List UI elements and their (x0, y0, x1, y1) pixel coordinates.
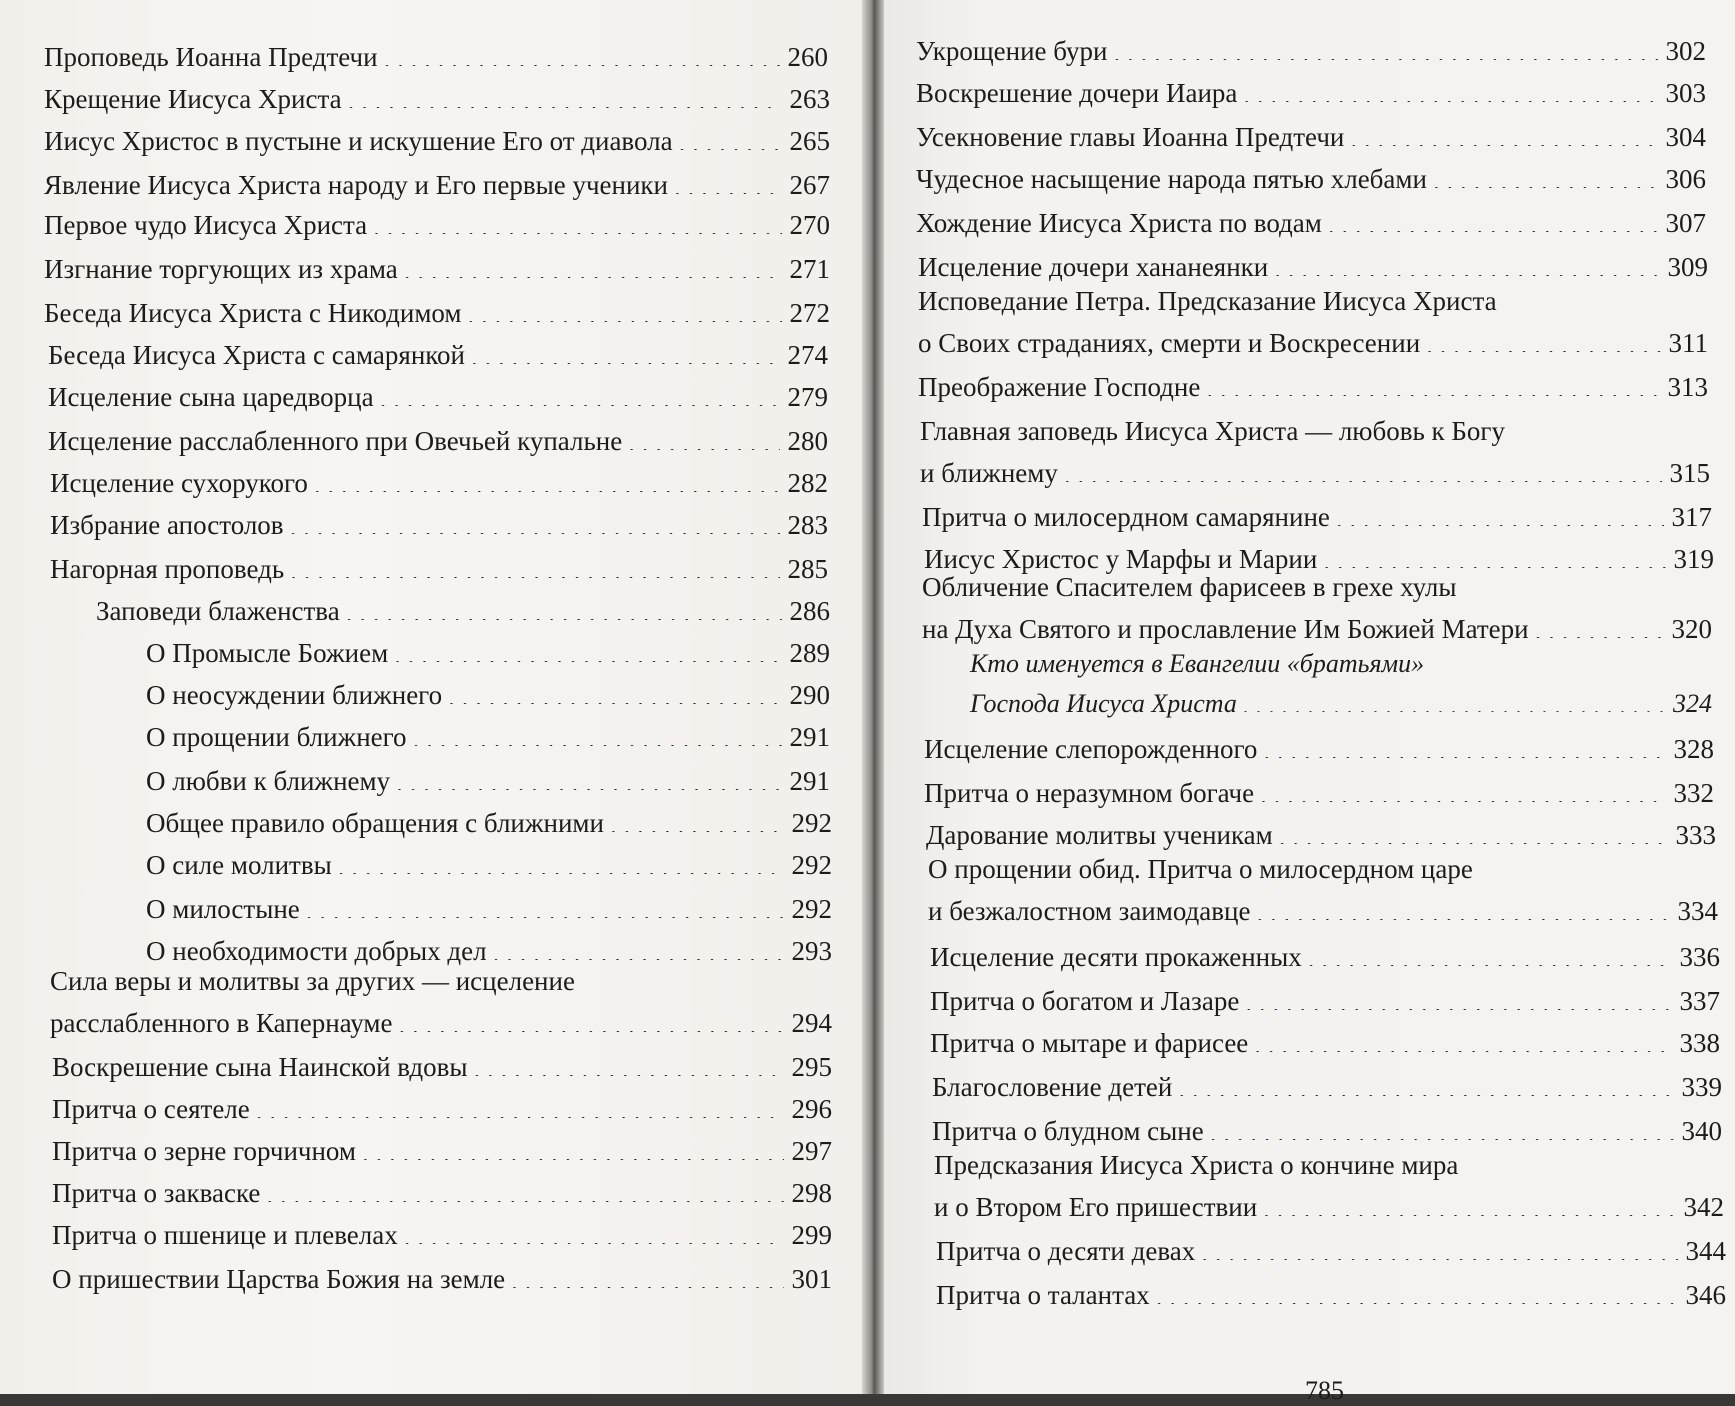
toc-entry-title: О пришествии Царства Божия на земле (52, 1264, 506, 1294)
toc-entry-title: Дарование молитвы ученикам (926, 820, 1273, 850)
toc-entry (916, 159, 1706, 201)
toc-entry-title: Благословение детей (932, 1072, 1173, 1102)
toc-entry-title-first-line: Кто именуется в Евангелии «братьями» (970, 648, 1425, 678)
toc-entry-title: Господа Иисуса Христа (970, 688, 1237, 718)
toc-entry-page: 270 (789, 210, 830, 240)
toc-entry-page: 328 (1673, 734, 1714, 764)
toc-entry-title: Укрощение бури (916, 36, 1108, 66)
toc-entry (50, 549, 828, 591)
toc-entry-title: Притча о десяти девах (936, 1236, 1196, 1266)
toc-entry (96, 591, 830, 633)
toc-entry (48, 421, 828, 463)
toc-entry-page: 301 (791, 1264, 832, 1294)
dot-leader (1156, 1277, 1678, 1304)
dot-leader (256, 1091, 784, 1118)
toc-entry-title: О милостыне (146, 894, 300, 924)
toc-entry (50, 961, 832, 1045)
toc-entry-title: О Промысле Божием (146, 638, 389, 668)
toc-entry-page: 303 (1665, 78, 1706, 108)
toc-entry-page: 285 (787, 554, 828, 584)
toc-entry-page: 263 (789, 84, 830, 114)
dot-leader (290, 551, 779, 578)
toc-entry (930, 1023, 1720, 1065)
dot-leader (1260, 775, 1665, 802)
toc-entry-page: 313 (1667, 372, 1708, 402)
toc-entry (44, 293, 830, 335)
dot-leader (493, 933, 784, 960)
toc-entry-title: Избрание апостолов (50, 510, 284, 540)
toc-entry (146, 803, 832, 845)
toc-entry (48, 377, 828, 419)
toc-entry-page: 290 (789, 680, 830, 710)
toc-entry-title-first-line: О прощении обид. Притча о милосердном царе (928, 854, 1473, 885)
dot-leader (471, 337, 780, 364)
toc-entry-title: О прощении ближнего (146, 722, 407, 752)
toc-entry (928, 849, 1718, 933)
book-gutter (862, 0, 884, 1394)
toc-entry-page: 293 (791, 936, 832, 966)
dot-leader (1243, 75, 1657, 102)
toc-entry-page: 317 (1671, 502, 1712, 532)
toc-entry-title: Притча о пшенице и плевелах (52, 1220, 398, 1250)
toc-entry-page: 292 (791, 894, 832, 924)
toc-entry-page: 336 (1679, 942, 1720, 972)
toc-entry (52, 1215, 832, 1257)
toc-entry (970, 644, 1712, 725)
toc-entry (146, 717, 830, 759)
toc-entry-title: и безжалостном заимодавце (928, 895, 1251, 926)
dot-leader (1245, 983, 1671, 1010)
toc-entry (52, 1173, 832, 1215)
toc-entry-page: 337 (1679, 986, 1720, 1016)
toc-entry-title: Притча о блудном сыне (932, 1116, 1204, 1146)
toc-entry-title: О неосуждении ближнего (146, 680, 443, 710)
toc-entry-title: расслабленного в Капернауме (50, 1007, 393, 1038)
toc-entry (916, 117, 1706, 159)
toc-entry-title: Исцеление расслабленного при Овечьей купальне (48, 426, 623, 456)
dot-leader (306, 891, 784, 918)
toc-entry-page: 267 (789, 170, 830, 200)
left-page (0, 0, 868, 1394)
toc-entry (44, 79, 830, 121)
toc-entry (922, 567, 1712, 651)
toc-entry (52, 1089, 832, 1131)
toc-entry (922, 497, 1712, 539)
toc-entry-title: о Своих страданиях, смерти и Воскресении (918, 327, 1421, 358)
toc-entry (146, 845, 832, 887)
toc-entry (936, 1275, 1726, 1317)
toc-entry-title: Беседа Иисуса Христа с Никодимом (44, 298, 462, 328)
toc-entry (924, 729, 1714, 771)
dot-leader (384, 39, 780, 66)
toc-entry-title: Исцеление дочери хананеянки (918, 252, 1269, 282)
dot-leader (404, 251, 782, 278)
toc-entry-page: 295 (791, 1052, 832, 1082)
toc-entry-page: 292 (791, 850, 832, 880)
toc-entry-page: 333 (1675, 820, 1716, 850)
toc-entry (930, 981, 1720, 1023)
dot-leader (1256, 893, 1669, 920)
toc-entry-page: 280 (787, 426, 828, 456)
toc-entry-page: 289 (789, 638, 830, 668)
dot-leader (679, 123, 782, 150)
toc-entry-title: Крещение Иисуса Христа (44, 84, 342, 114)
dot-leader (1263, 731, 1665, 758)
dot-leader (348, 81, 782, 108)
dot-leader (266, 1175, 783, 1202)
toc-entry-title: Усекновение главы Иоанна Предтечи (916, 122, 1345, 152)
dot-leader (1535, 611, 1664, 638)
dot-leader (1206, 369, 1659, 396)
toc-entry (44, 205, 830, 247)
toc-entry-page: 292 (791, 808, 832, 838)
toc-entry (930, 937, 1720, 979)
toc-entry-title: Воскрешение сына Наинской вдовы (52, 1052, 468, 1082)
toc-entry (146, 675, 830, 717)
toc-entry-page: 309 (1667, 252, 1708, 282)
dot-leader (380, 379, 780, 406)
dot-leader (610, 805, 784, 832)
toc-entry-title: Явление Иисуса Христа народу и Его первые ученики (44, 170, 668, 200)
dot-leader (468, 295, 782, 322)
toc-entry-title: Чудесное насыщение народа пятью хлебами (916, 164, 1427, 194)
dot-leader (394, 635, 781, 662)
dot-leader (314, 465, 780, 492)
toc-entry-page: 298 (791, 1178, 832, 1208)
toc-entry-title-first-line: Сила веры и молитвы за других — исцеление (50, 966, 575, 997)
toc-entry-page: 346 (1685, 1280, 1726, 1310)
toc-entry-page: 302 (1665, 36, 1706, 66)
toc-entry-page: 282 (787, 468, 828, 498)
toc-entry (52, 1047, 832, 1089)
dot-leader (1350, 119, 1657, 146)
toc-entry (916, 31, 1706, 73)
dot-leader (1426, 325, 1660, 352)
toc-entry-title: Иисус Христос у Марфы и Марии (924, 544, 1318, 574)
toc-entry-title: Притча о закваске (52, 1178, 261, 1208)
toc-entry-page: 294 (791, 1007, 832, 1038)
toc-entry-page: 338 (1679, 1028, 1720, 1058)
toc-entry (924, 773, 1714, 815)
dot-leader (1328, 205, 1658, 232)
toc-entry-title: и о Втором Его пришествии (934, 1191, 1258, 1222)
toc-entry (50, 505, 828, 547)
toc-entry-page: 324 (1673, 688, 1712, 718)
dot-leader (346, 593, 782, 620)
toc-entry-page: 271 (789, 254, 830, 284)
toc-entry (936, 1231, 1726, 1273)
toc-entry-title: Проповедь Иоанна Предтечи (44, 42, 378, 72)
dot-leader (362, 1133, 783, 1160)
toc-entry-page: 315 (1669, 457, 1710, 488)
toc-entry-title: О любви к ближнему (146, 766, 391, 796)
dot-leader (1201, 1233, 1677, 1260)
toc-entry-title: Притча о сеятеле (52, 1094, 250, 1124)
toc-entry-title: Притча о зерне горчичном (52, 1136, 357, 1166)
toc-entry-page: 306 (1665, 164, 1706, 194)
toc-entry-page: 279 (787, 382, 828, 412)
toc-entry (146, 761, 830, 803)
dot-leader (290, 507, 780, 534)
toc-entry-page: 296 (791, 1094, 832, 1124)
toc-entry-page: 307 (1665, 208, 1706, 238)
dot-leader (413, 719, 782, 746)
toc-entry-title: Исцеление слепорожденного (924, 734, 1258, 764)
toc-entry-title: Исцеление сына царедворца (48, 382, 374, 412)
dot-leader (1308, 939, 1672, 966)
toc-entry-title: О силе молитвы (146, 850, 332, 880)
dot-leader (511, 1261, 783, 1288)
dot-leader (1336, 499, 1664, 526)
dot-leader (1274, 249, 1659, 276)
toc-entry (44, 37, 828, 79)
toc-entry-title: и ближнему (920, 457, 1058, 488)
dot-leader (1243, 686, 1665, 712)
right-page (880, 0, 1735, 1394)
toc-entry-page: 311 (1668, 327, 1708, 358)
toc-entry-title: Иисус Христос в пустыне и искушение Его от диавола (44, 126, 673, 156)
dot-leader (1113, 33, 1657, 60)
toc-entry (52, 1259, 832, 1301)
toc-entry (918, 281, 1708, 365)
toc-entry-page: 339 (1681, 1072, 1722, 1102)
page-number: 785 (1305, 1376, 1344, 1405)
dot-leader (373, 207, 781, 234)
toc-entry (934, 1145, 1724, 1229)
dot-leader (628, 423, 779, 450)
dot-leader (1263, 1189, 1675, 1216)
toc-entry-title: Притча о милосердном самарянине (922, 502, 1330, 532)
toc-entry-title: Исцеление десяти прокаженных (930, 942, 1302, 972)
toc-entry-page: 291 (789, 766, 830, 796)
dot-leader (448, 677, 781, 704)
toc-entry-page: 334 (1677, 895, 1718, 926)
toc-entry (50, 463, 828, 505)
toc-entry-page: 342 (1683, 1191, 1724, 1222)
dot-leader (1254, 1025, 1671, 1052)
toc-entry (918, 367, 1708, 409)
toc-entry-title: Нагорная проповедь (50, 554, 285, 584)
toc-entry-title: Воскрешение дочери Иаира (916, 78, 1238, 108)
toc-entry (146, 889, 832, 931)
toc-entry-title: на Духа Святого и прославление Им Божией Матери (922, 613, 1529, 644)
toc-entry-page: 304 (1665, 122, 1706, 152)
toc-entry-page: 265 (789, 126, 830, 156)
toc-entry-title: Беседа Иисуса Христа с самарянкой (48, 340, 465, 370)
toc-entry (916, 203, 1706, 245)
dot-leader (398, 1005, 783, 1032)
toc-entry-page: 286 (789, 596, 830, 626)
toc-entry-page: 320 (1671, 613, 1712, 644)
toc-entry-page: 272 (789, 298, 830, 328)
toc-entry-title-first-line: Обличение Спасителем фарисеев в грехе хулы (922, 572, 1457, 603)
toc-entry-page: 283 (787, 510, 828, 540)
toc-entry-title-first-line: Главная заповедь Иисуса Христа — любовь к Богу (920, 416, 1505, 447)
toc-entry (916, 73, 1706, 115)
dot-leader (1210, 1113, 1674, 1140)
dot-leader (396, 763, 781, 790)
toc-entry-title: Изгнание торгующих из храма (44, 254, 398, 284)
toc-entry (48, 335, 828, 377)
toc-entry-page: 274 (787, 340, 828, 370)
dot-leader (1433, 161, 1658, 188)
toc-entry-page: 319 (1673, 544, 1714, 574)
toc-entry-title: Хождение Иисуса Христа по водам (916, 208, 1322, 238)
toc-entry (52, 1131, 832, 1173)
toc-entry-title: Притча о богатом и Лазаре (930, 986, 1240, 1016)
toc-entry-title: О необходимости добрых дел (146, 936, 487, 966)
toc-entry (44, 249, 830, 291)
toc-entry-page: 299 (791, 1220, 832, 1250)
toc-entry-page: 332 (1673, 778, 1714, 808)
dot-leader (338, 847, 784, 874)
toc-entry-title: Притча о неразумном богаче (924, 778, 1255, 808)
toc-entry-title: Первое чудо Иисуса Христа (44, 210, 368, 240)
toc-entry-title-first-line: Исповедание Петра. Предсказание Иисуса Христа (918, 286, 1497, 317)
toc-entry-page: 260 (787, 42, 828, 72)
toc-entry (932, 1067, 1722, 1109)
toc-entry-page: 291 (789, 722, 830, 752)
toc-entry-title: Общее правило обращения с ближними (146, 808, 604, 838)
toc-entry (920, 411, 1710, 495)
dot-leader (474, 1049, 784, 1076)
toc-entry-title: Притча о мытаре и фарисее (930, 1028, 1249, 1058)
dot-leader (1279, 817, 1668, 844)
toc-entry-title: Исцеление сухорукого (50, 468, 308, 498)
toc-entry-page: 340 (1681, 1116, 1722, 1146)
toc-entry-title: Притча о талантах (936, 1280, 1150, 1310)
toc-entry-title-first-line: Предсказания Иисуса Христа о кончине мира (934, 1150, 1459, 1181)
dot-leader (1323, 541, 1665, 568)
toc-entry-page: 297 (791, 1136, 832, 1166)
toc-entry-page: 344 (1685, 1236, 1726, 1266)
toc-entry (146, 633, 830, 675)
dot-leader (674, 167, 782, 194)
dot-leader (1178, 1069, 1673, 1096)
toc-entry (44, 121, 830, 163)
toc-entry-title: Преображение Господне (918, 372, 1201, 402)
dot-leader (1064, 455, 1662, 482)
dot-leader (404, 1217, 784, 1244)
toc-entry-title: Заповеди блаженства (96, 596, 340, 626)
toc-entry (44, 165, 830, 207)
